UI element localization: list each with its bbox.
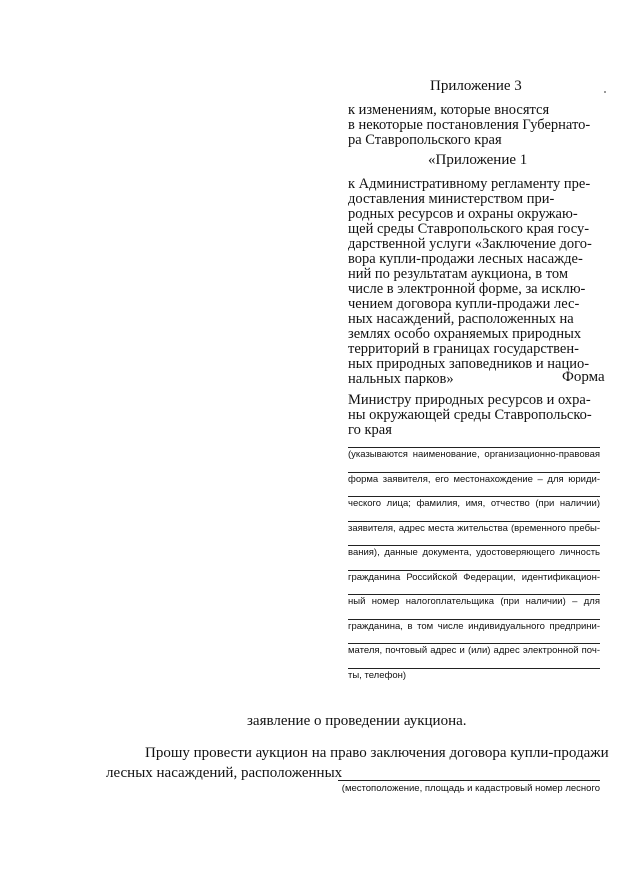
- regulation-reference-line: дарственной услуги «Заключение дого-: [348, 236, 592, 252]
- applicant-caption: (указываются наименование, организационно-правовая: [348, 449, 600, 460]
- regulation-reference-line: вора купли-продажи лесных насажде-: [348, 251, 583, 267]
- addressee-line: ны окружающей среды Ставропольско-: [348, 407, 592, 423]
- applicant-field-line: [348, 619, 600, 644]
- applicant-caption: ческого лица; фамилия, имя, отчество (при наличии): [348, 498, 600, 509]
- addressee-line: Министру природных ресурсов и охра-: [348, 392, 591, 408]
- applicant-field-line: [348, 545, 600, 570]
- applicant-caption: гражданина Российской Федерации, идентификацион-: [348, 571, 600, 583]
- applicant-field-line: [348, 472, 600, 497]
- regulation-reference: [348, 177, 600, 387]
- request-text-line: лесных насаждений, расположенных: [106, 765, 343, 781]
- addressee: [348, 393, 600, 438]
- regulation-reference-line: ных насаждений, расположенных на: [348, 311, 574, 327]
- regulation-reference-line: числе в электронной форме, за исклю-: [348, 281, 586, 297]
- location-fill-line: [338, 780, 600, 781]
- applicant-field-line: [348, 594, 600, 619]
- appendix-reference: [348, 103, 600, 148]
- regulation-reference-line: землях особо охраняемых природных: [348, 326, 582, 342]
- applicant-field-line: [348, 496, 600, 521]
- request-text-line: Прошу провести аукцион на право заключения договора купли-продажи: [145, 745, 609, 761]
- regulation-reference-line: ний по результатам аукциона, в том: [348, 266, 569, 282]
- form-label: Форма: [562, 369, 605, 385]
- applicant-caption: ты, телефон): [348, 669, 407, 681]
- location-caption: (местоположение, площадь и кадастровый номер лесного: [341, 783, 600, 794]
- addressee-line: го края: [348, 422, 392, 438]
- appendix-title: Приложение 3: [430, 78, 522, 94]
- applicant-caption: форма заявителя, его местонахождение – для юриди-: [348, 473, 600, 485]
- inner-appendix-title: «Приложение 1: [428, 152, 528, 168]
- regulation-reference-line: к Административному регламенту пре-: [348, 176, 591, 192]
- appendix-reference-line: в некоторые постановления Губернато-: [348, 117, 591, 133]
- regulation-reference-line: щей среды Ставропольского края госу-: [348, 221, 590, 237]
- applicant-fields: [348, 447, 600, 692]
- applicant-caption: мателя, почтовый адрес и (или) адрес электронной поч-: [348, 645, 600, 656]
- applicant-field-line: [348, 521, 600, 546]
- applicant-caption: вания), данные документа, удостоверяющего личность: [348, 547, 600, 558]
- applicant-field-line: [348, 447, 600, 472]
- statement-title: заявление о проведении аукциона.: [247, 713, 467, 729]
- scan-mark: [604, 91, 606, 93]
- regulation-reference-line: ных природных заповедников и нацио-: [348, 356, 590, 372]
- applicant-caption: гражданина, в том числе индивидуального предприни-: [348, 620, 600, 632]
- applicant-caption: заявителя, адрес места жительства (временного пребы-: [348, 522, 600, 534]
- appendix-reference-line: ра Ставропольского края: [348, 132, 502, 148]
- regulation-reference-line: доставления министерством при-: [348, 191, 555, 207]
- regulation-reference-line: территорий в границах государствен-: [348, 341, 579, 357]
- applicant-field-line: [348, 570, 600, 595]
- regulation-reference-line: нальных парков»: [348, 371, 454, 387]
- regulation-reference-line: родных ресурсов и охраны окружаю-: [348, 206, 578, 222]
- applicant-caption: ный номер налогоплательщика (при наличии) – для: [348, 596, 600, 607]
- applicant-field-line: [348, 668, 600, 693]
- regulation-reference-line: чением договора купли-продажи лес-: [348, 296, 580, 312]
- appendix-reference-line: к изменениям, которые вносятся: [348, 102, 550, 118]
- applicant-field-line: [348, 643, 600, 668]
